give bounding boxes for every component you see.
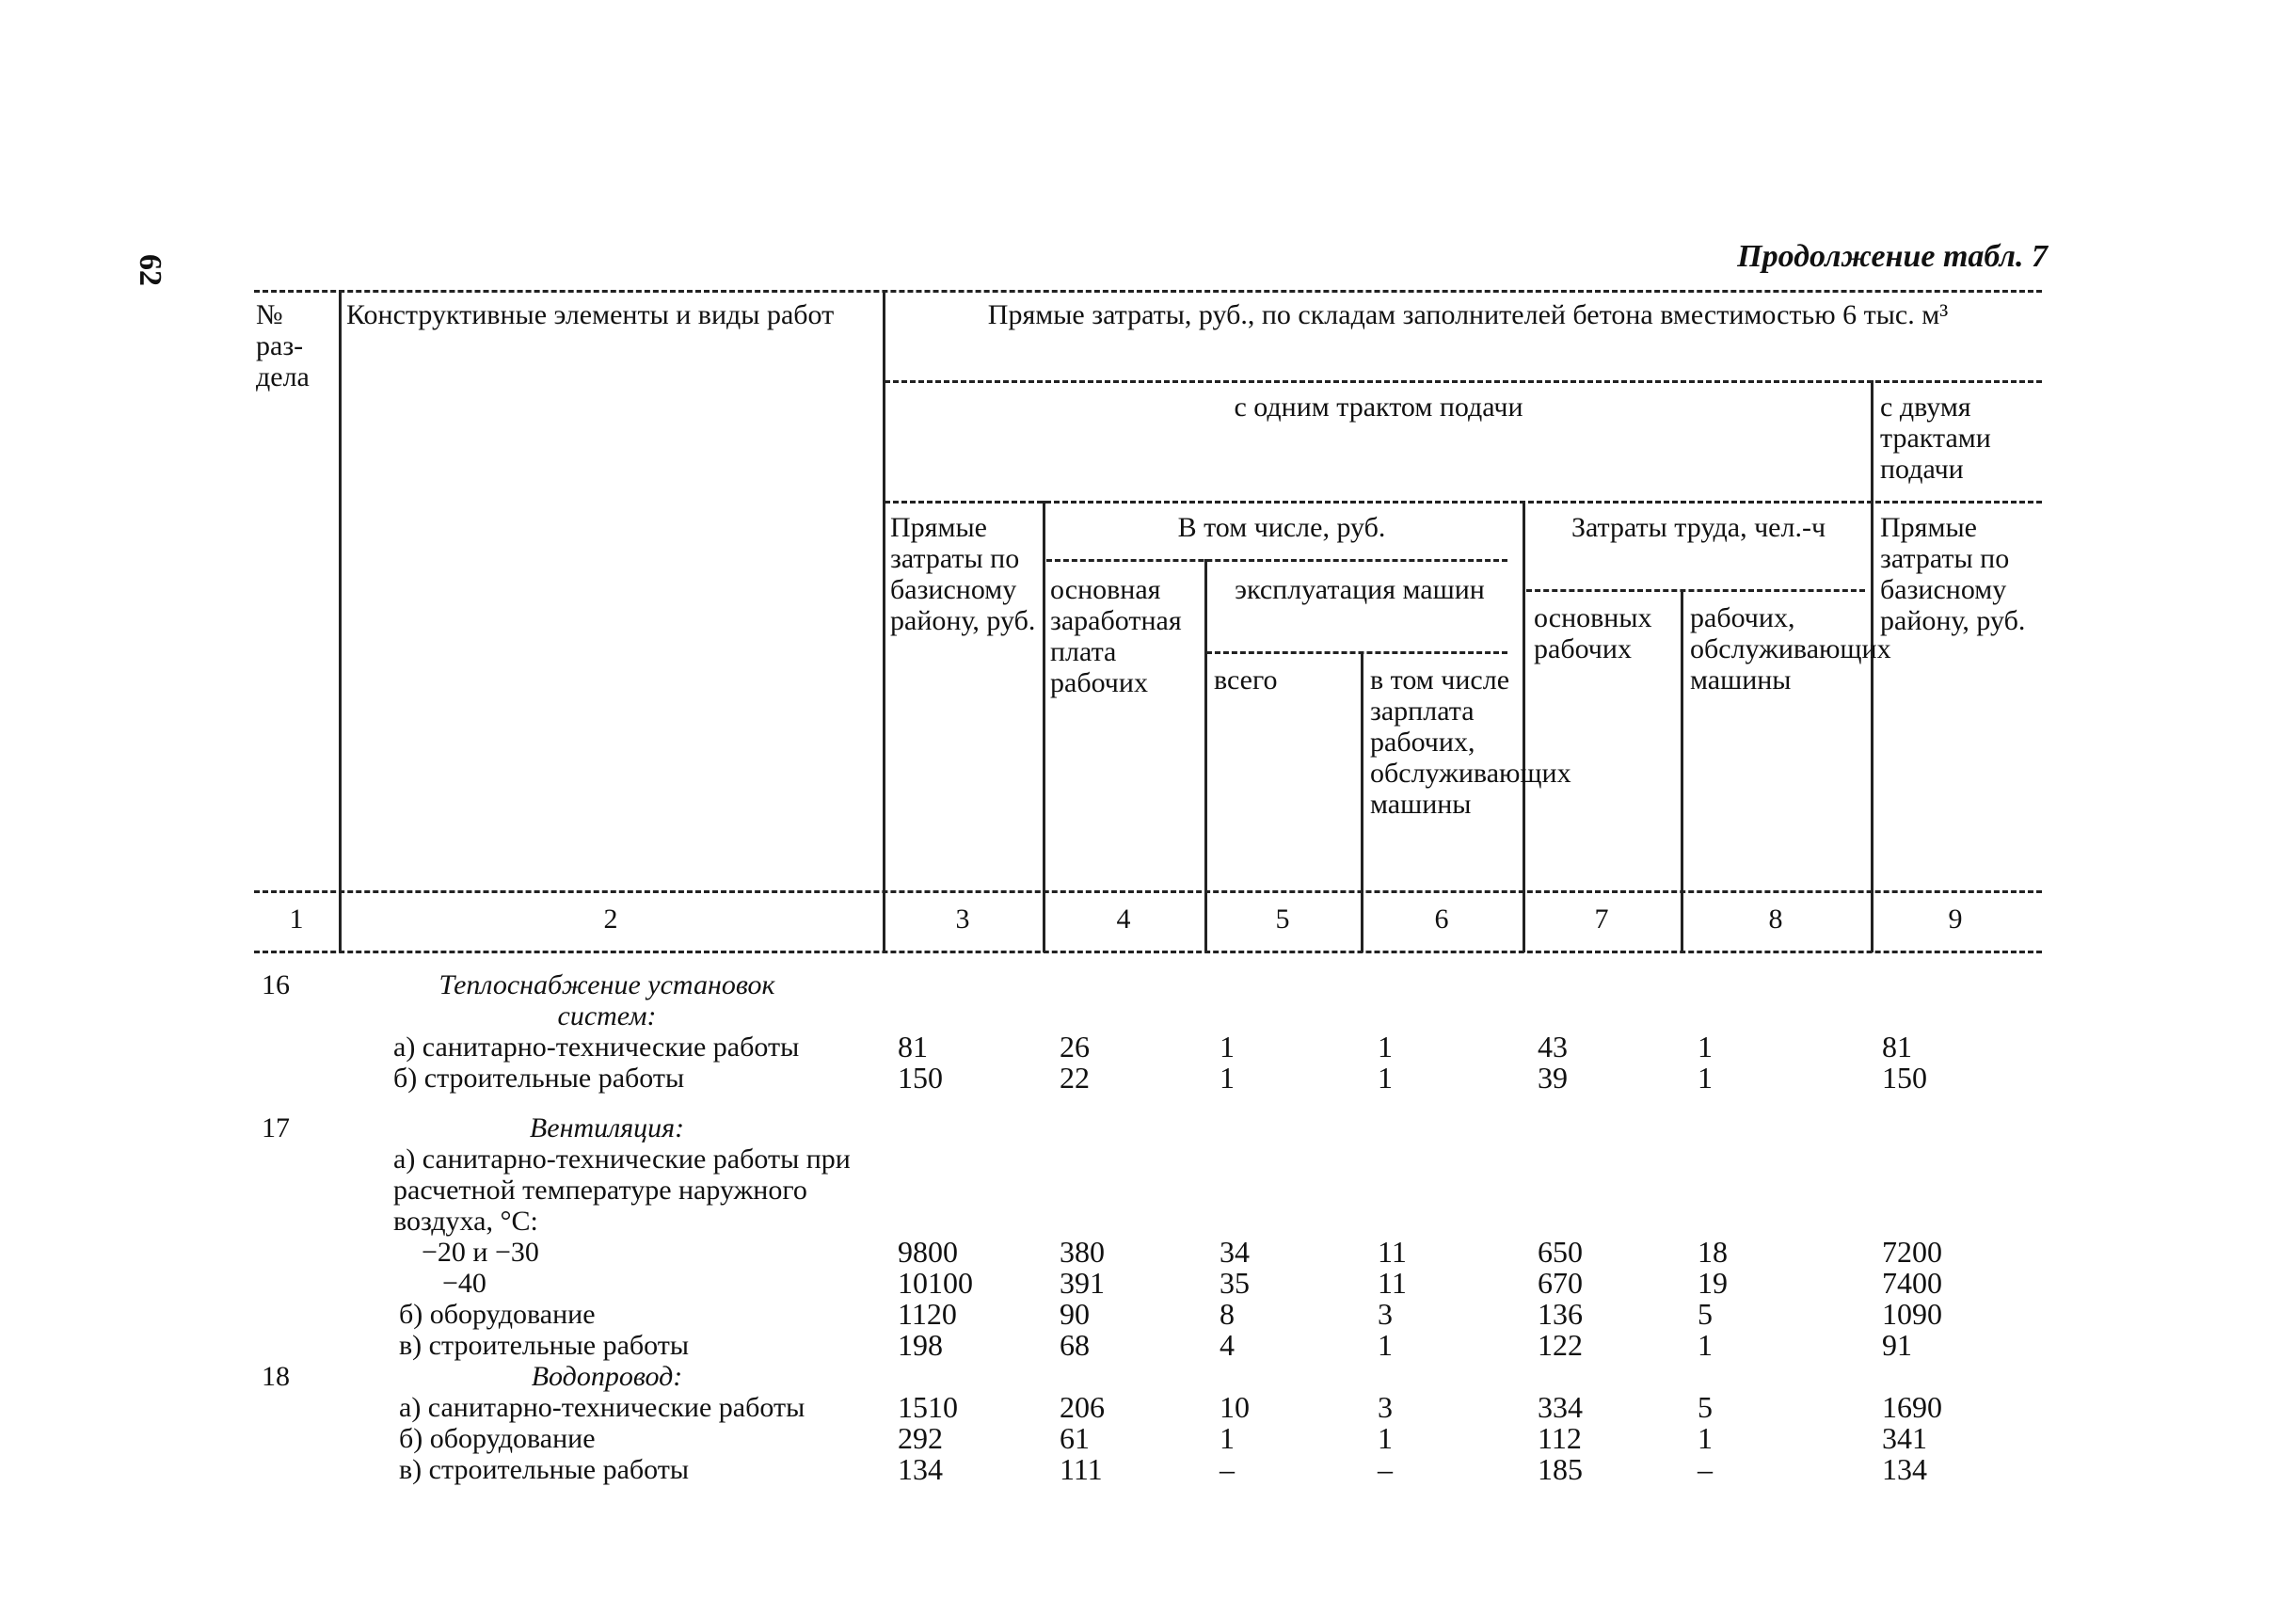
separator-col7 bbox=[1681, 589, 1683, 952]
cell-col9: 7200 bbox=[1882, 1235, 1942, 1269]
column-number: 6 bbox=[1434, 903, 1449, 935]
cell-col8: 1 bbox=[1698, 1421, 1713, 1455]
cell-col7: 650 bbox=[1538, 1235, 1583, 1269]
section-title: Вентиляция: bbox=[529, 1112, 685, 1143]
separator-col4 bbox=[1204, 559, 1207, 952]
section-title: Теплоснабжение установок систем: bbox=[438, 969, 775, 1031]
cell-col7: 122 bbox=[1538, 1328, 1583, 1362]
row-label: б) оборудование bbox=[399, 1423, 596, 1454]
separator-col2 bbox=[883, 290, 885, 952]
row-label: −20 и −30 bbox=[422, 1237, 539, 1268]
row-label: а) санитарно-технические работы bbox=[399, 1392, 805, 1423]
header-direct-costs: Прямые затраты, руб., по складам заполнителей бетона вместимостью 6 тыс. м³ bbox=[987, 299, 1949, 330]
row-label: −40 bbox=[442, 1268, 486, 1299]
cell-col5: 1 bbox=[1220, 1061, 1235, 1095]
cell-col3: 292 bbox=[898, 1421, 943, 1455]
rule-under-including bbox=[1046, 559, 1507, 562]
section-number: 16 bbox=[262, 969, 290, 1000]
rule-under-labor bbox=[1526, 589, 1865, 592]
rule-under-machine-op bbox=[1206, 651, 1507, 654]
column-number: 4 bbox=[1116, 903, 1131, 935]
cell-col4: 68 bbox=[1060, 1328, 1090, 1362]
column-number: 3 bbox=[955, 903, 970, 935]
separator-col3 bbox=[1043, 501, 1045, 952]
page-number: 62 bbox=[133, 254, 167, 286]
row-label: б) строительные работы bbox=[393, 1063, 685, 1094]
column-number: 5 bbox=[1275, 903, 1290, 935]
separator-col1 bbox=[339, 290, 342, 952]
rule-below-col-numbers bbox=[254, 951, 2042, 953]
cell-col6: 11 bbox=[1378, 1235, 1407, 1269]
header-machine-operation: эксплуатация машин bbox=[1235, 574, 1485, 605]
cell-col7: 39 bbox=[1538, 1061, 1568, 1095]
row-label: а) санитарно-технические работы bbox=[393, 1031, 800, 1063]
cell-col5: 4 bbox=[1220, 1328, 1235, 1362]
header-including-rub: В том числе, руб. bbox=[1177, 512, 1386, 543]
cell-col3: 1510 bbox=[898, 1390, 958, 1424]
cell-col8: 5 bbox=[1698, 1297, 1713, 1331]
cell-col7: 43 bbox=[1538, 1030, 1568, 1063]
cell-col8: 5 bbox=[1698, 1390, 1713, 1424]
cell-col9: 1690 bbox=[1882, 1390, 1942, 1424]
rule-under-tracts bbox=[885, 501, 2042, 504]
header-two-tracts: с двумя трактами подачи bbox=[1880, 392, 1991, 485]
cell-col6: – bbox=[1378, 1452, 1393, 1486]
cell-col3: 134 bbox=[898, 1452, 943, 1486]
cell-col3: 150 bbox=[898, 1061, 943, 1095]
cell-col8: 18 bbox=[1698, 1235, 1728, 1269]
header-main-workers: основных рабочих bbox=[1534, 602, 1652, 664]
column-number: 7 bbox=[1594, 903, 1609, 935]
table-continuation-caption: Продолжение табл. 7 bbox=[1737, 239, 2048, 274]
cell-col4: 61 bbox=[1060, 1421, 1090, 1455]
cell-col5: 34 bbox=[1220, 1235, 1250, 1269]
section-number: 18 bbox=[262, 1361, 290, 1392]
column-number: 9 bbox=[1948, 903, 1963, 935]
cell-col6: 1 bbox=[1378, 1421, 1393, 1455]
cell-col5: 1 bbox=[1220, 1421, 1235, 1455]
cell-col4: 26 bbox=[1060, 1030, 1090, 1063]
header-direct-base: Прямые затраты по базисному району, руб. bbox=[890, 512, 1036, 636]
header-total: всего bbox=[1214, 664, 1278, 696]
cell-col5: 10 bbox=[1220, 1390, 1250, 1424]
section-number: 17 bbox=[262, 1112, 290, 1143]
cell-col8: 1 bbox=[1698, 1030, 1713, 1063]
row-label: б) оборудование bbox=[399, 1299, 596, 1330]
cell-col7: 334 bbox=[1538, 1390, 1583, 1424]
cell-col5: – bbox=[1220, 1452, 1235, 1486]
rule-under-direct-costs bbox=[885, 380, 2042, 383]
cell-col6: 1 bbox=[1378, 1328, 1393, 1362]
cell-col4: 380 bbox=[1060, 1235, 1105, 1269]
cell-col6: 1 bbox=[1378, 1030, 1393, 1063]
cell-col9: 134 bbox=[1882, 1452, 1927, 1486]
cell-col6: 3 bbox=[1378, 1297, 1393, 1331]
cell-col9: 81 bbox=[1882, 1030, 1912, 1063]
cell-col4: 206 bbox=[1060, 1390, 1105, 1424]
cell-col6: 1 bbox=[1378, 1061, 1393, 1095]
cell-col3: 81 bbox=[898, 1030, 928, 1063]
header-section-number: № раз-дела bbox=[256, 299, 310, 392]
cell-col3: 1120 bbox=[898, 1297, 957, 1331]
cell-col9: 150 bbox=[1882, 1061, 1927, 1095]
cell-col4: 111 bbox=[1060, 1452, 1103, 1486]
cell-col7: 185 bbox=[1538, 1452, 1583, 1486]
cell-col7: 136 bbox=[1538, 1297, 1583, 1331]
header-one-tract: с одним трактом подачи bbox=[1234, 392, 1523, 423]
cell-col5: 35 bbox=[1220, 1266, 1250, 1300]
cell-col9: 7400 bbox=[1882, 1266, 1942, 1300]
header-labor-costs: Затраты труда, чел.-ч bbox=[1571, 512, 1826, 543]
cell-col7: 670 bbox=[1538, 1266, 1583, 1300]
section-title: Водопровод: bbox=[531, 1361, 683, 1392]
cell-col3: 9800 bbox=[898, 1235, 958, 1269]
cell-col6: 3 bbox=[1378, 1390, 1393, 1424]
header-direct-base-two-tracts: Прямые затраты по базисному району, руб. bbox=[1880, 512, 2026, 636]
column-number: 2 bbox=[603, 903, 618, 935]
cell-col3: 198 bbox=[898, 1328, 943, 1362]
cell-col4: 90 bbox=[1060, 1297, 1090, 1331]
cell-col9: 91 bbox=[1882, 1328, 1912, 1362]
row-label: в) строительные работы bbox=[399, 1454, 690, 1485]
cell-col8: 19 bbox=[1698, 1266, 1728, 1300]
header-machine-wage: в том числе зарплата рабочих, обслуживающих машины bbox=[1370, 664, 1571, 820]
header-machine-workers: рабочих, обслуживающих машины bbox=[1690, 602, 1891, 696]
header-structural-elements: Конструктивные элементы и виды работ bbox=[346, 299, 835, 330]
rule-above-col-numbers bbox=[254, 890, 2042, 893]
cell-col5: 1 bbox=[1220, 1030, 1235, 1063]
cell-col4: 391 bbox=[1060, 1266, 1105, 1300]
separator-col8 bbox=[1871, 380, 1873, 952]
column-number: 8 bbox=[1768, 903, 1783, 935]
cell-col8: 1 bbox=[1698, 1061, 1713, 1095]
cell-col5: 8 bbox=[1220, 1297, 1235, 1331]
section-intro: а) санитарно-технические работы при расчетной температуре наружного воздуха, °С: bbox=[393, 1143, 851, 1237]
row-label: в) строительные работы bbox=[399, 1330, 690, 1361]
cell-col8: 1 bbox=[1698, 1328, 1713, 1362]
cell-col9: 1090 bbox=[1882, 1297, 1942, 1331]
cell-col8: – bbox=[1698, 1452, 1713, 1486]
cell-col7: 112 bbox=[1538, 1421, 1582, 1455]
column-number: 1 bbox=[289, 903, 304, 935]
cell-col4: 22 bbox=[1060, 1061, 1090, 1095]
cell-col3: 10100 bbox=[898, 1266, 973, 1300]
separator-col6 bbox=[1523, 501, 1525, 952]
cell-col9: 341 bbox=[1882, 1421, 1927, 1455]
table-top-rule bbox=[254, 290, 2042, 293]
header-basic-wage: основная заработная плата рабочих bbox=[1050, 574, 1182, 698]
cell-col6: 11 bbox=[1378, 1266, 1407, 1300]
